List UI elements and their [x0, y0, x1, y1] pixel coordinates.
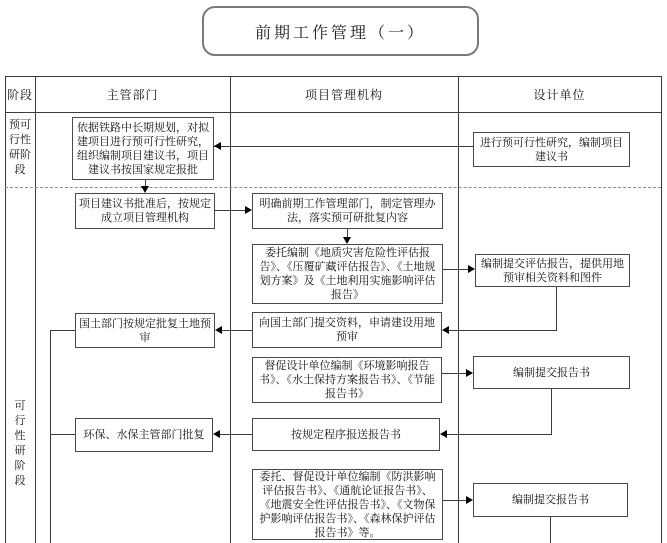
- connector-n10-to-n12: [447, 434, 552, 435]
- node-prefeasibility-research: 依据铁路中长期规划，对拟建项目进行预可行性研究，组织编制项目建议书，项目建议书按国家规定报批: [72, 117, 214, 180]
- connector-n14-down: [550, 517, 551, 543]
- connector-n6-down: [556, 287, 557, 330]
- stage-label-feasibility: 可行性研阶段: [14, 399, 26, 487]
- page-title: 前期工作管理（一）: [254, 22, 426, 42]
- arrowhead-into-n11: [213, 430, 220, 438]
- connector-rail-to-n11: [50, 434, 75, 435]
- arrowhead-into-n4: [245, 206, 252, 214]
- node-submit-reports-2: 编制提交报告书: [473, 483, 628, 517]
- arrowhead-into-n1: [214, 142, 221, 150]
- node-commission-special-reports: 委托、督促设计单位编制《防洪影响评估报告书》、《通航论证报告书》、《地震安全性评估报告书》、《文物保护影响评估报告书》、《森林保护评估报告书》等。: [252, 469, 443, 540]
- arrowhead-into-n3: [141, 186, 149, 193]
- connector-n10-down: [551, 389, 552, 434]
- connector-n6-to-n8: [449, 330, 557, 331]
- connector-n5-to-n6: [443, 269, 468, 270]
- title-box: [202, 6, 479, 56]
- stage-label-prefeasibility: 预可行性研阶段: [9, 118, 31, 176]
- node-define-management: 明确前期工作管理部门，制定管理办法，落实预可研批复内容: [252, 193, 443, 229]
- node-establish-pmo: 项目建议书批准后，按规定成立项目管理机构: [75, 193, 215, 229]
- arrowhead-into-n7: [215, 326, 222, 334]
- stage-row-divider: [5, 187, 661, 188]
- node-apply-land-preapproval: 向国土部门提交资料，申请建设用地预审: [252, 312, 442, 348]
- table-right-border: [661, 76, 662, 543]
- connector-n12-to-n11: [220, 434, 252, 435]
- node-supervise-env-reports: 督促设计单位编制《环境影响报告书》、《水土保持方案报告书》、《节能报告书》: [252, 357, 442, 403]
- arrowhead-into-n12: [440, 430, 447, 438]
- node-conduct-prefeasibility: 进行预可行性研究，编制项目建议书: [473, 132, 630, 167]
- node-land-preapproval: 国土部门按规定批复土地预审: [75, 313, 215, 348]
- connector-n3-to-n4: [215, 210, 245, 211]
- arrowhead-into-n5: [343, 237, 351, 244]
- node-commission-assessments: 委托编制《地质灾害危险性评估报告》、《压覆矿藏评估报告》、《土地规划方案》及《土地利用实施影响评估报告》: [252, 244, 443, 304]
- connector-n2-to-n1: [214, 146, 473, 147]
- column-header-stage: 阶段: [6, 88, 33, 102]
- node-report-submission-procedure: 按规定程序报送报告书: [252, 418, 440, 451]
- node-submit-reports-1: 编制提交报告书: [473, 356, 630, 389]
- node-submit-assessment-reports: 编制提交评估报告，提供用地预审相关资料和图件: [475, 254, 630, 287]
- column-header-design: 设计单位: [533, 88, 586, 102]
- connector-left-rail: [50, 330, 51, 543]
- arrowhead-into-n14: [466, 496, 473, 504]
- table-left-border: [5, 76, 6, 543]
- arrowhead-into-n6: [468, 265, 475, 273]
- header-bottom-border: [5, 112, 661, 113]
- column-divider-stage: [35, 76, 36, 543]
- column-header-pmo: 项目管理机构: [304, 88, 383, 102]
- arrowhead-into-n8: [442, 326, 449, 334]
- column-header-dept: 主管部门: [106, 88, 159, 102]
- connector-rail-to-n7: [50, 330, 75, 331]
- node-env-water-approval: 环保、水保主管部门批复: [75, 418, 213, 452]
- connector-n8-to-n7: [222, 330, 252, 331]
- connector-n13-to-n14: [443, 500, 466, 501]
- arrowhead-into-n10: [466, 369, 473, 377]
- connector-n9-to-n10: [442, 373, 466, 374]
